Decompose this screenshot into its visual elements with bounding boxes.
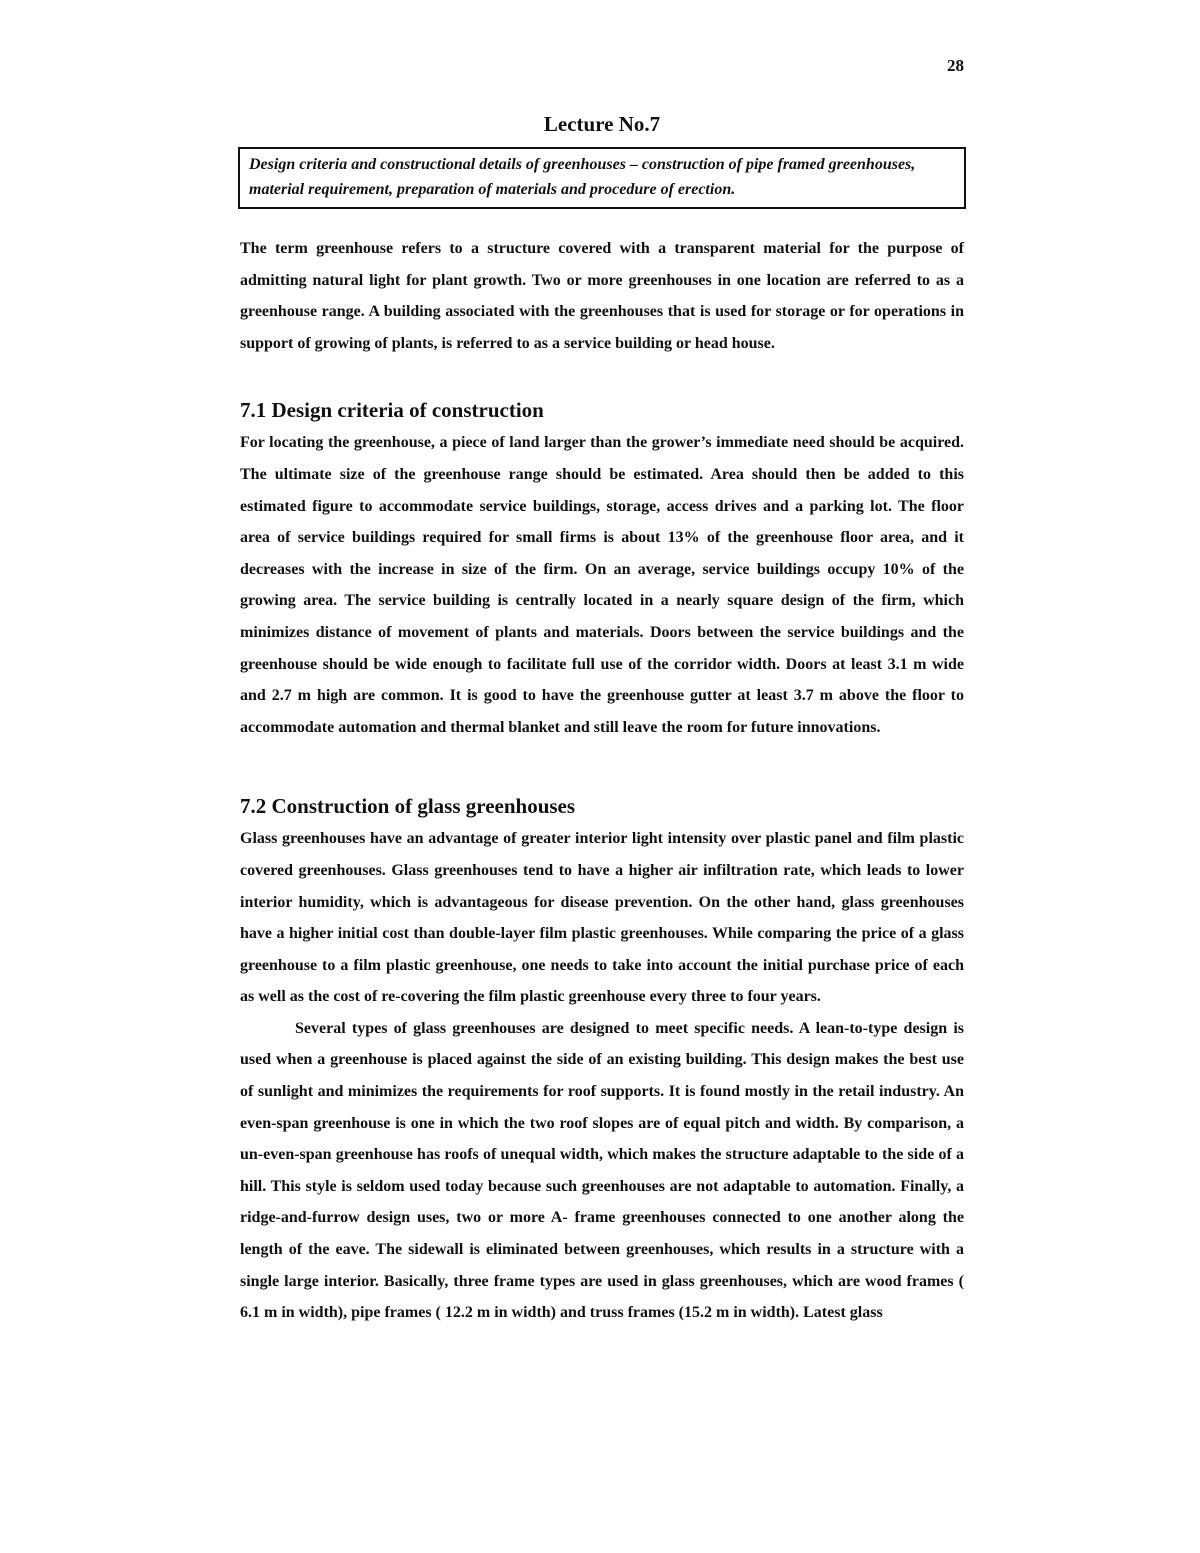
intro-paragraph: The term greenhouse refers to a structure covered with a transparent material for the purpose of admitting natural light for plant growth. Two or more greenhouses in one location are referred to as a greenhouse range. A building associated with the greenhouses that is used for storage or for operations in support of growing of plants, is referred to as a service building or head house.	[240, 240, 964, 352]
glass-greenhouses-paragraph-1: Glass greenhouses have an advantage of greater interior light intensity over plastic panel and film plastic covered greenhouses. Glass greenhouses tend to have a higher air infiltration rate, which leads to lower interior humidity, which is advantageous for disease prevention. On the other hand, glass greenhouses have a higher initial cost than double-layer film plastic greenhouses. While comparing the price of a glass greenhouse to a film plastic greenhouse, one needs to take into account the initial purchase price of each as well as the cost of re-covering the film plastic greenhouse every three to four years.	[240, 830, 964, 1006]
design-criteria-paragraph: For locating the greenhouse, a piece of land larger than the grower’s immediate need should be acquired. The ultimate size of the greenhouse range should be estimated. Area should then be added to this estimated figure to accommodate service buildings, storage, access drives and a parking lot. The floor area of service buildings required for small firms is about 13% of the greenhouse floor area, and it decreases with the increase in size of the firm. On an average, service buildings occupy 10% of the growing area. The service building is centrally located in a nearly square design of the firm, which minimizes distance of movement of plants and materials. Doors between the service buildings and the greenhouse should be wide enough to facilitate full use of the corridor width. Doors at least 3.1 m wide and 2.7 m high are common. It is good to have the greenhouse gutter at least 3.7 m above the floor to accommodate automation and thermal blanket and still leave the room for future innovations.	[240, 434, 964, 736]
page-number: 28	[947, 56, 964, 75]
section-heading-glass-greenhouses: 7.2 Construction of glass greenhouses	[240, 794, 576, 819]
document-body	[240, 233, 964, 1329]
topic-box: Design criteria and constructional details of greenhouses – construction of pipe framed greenhouses, material requirement, preparation of materials and procedure of erection.	[238, 147, 966, 209]
lecture-title: Lecture No.7	[543, 112, 661, 136]
section-heading-design-criteria: 7.1 Design criteria of construction	[240, 398, 544, 423]
glass-greenhouses-paragraph-2: Several types of glass greenhouses are designed to meet specific needs. A lean-to-type design is used when a greenhouse is placed against the side of an existing building. This design makes the best use of sunlight and minimizes the requirements for roof supports. It is found mostly in the retail industry. An even-span greenhouse is one in which the two roof slopes are of equal pitch and width. By comparison, a un-even-span greenhouse has roofs of unequal width, which makes the structure adaptable to the side of a hill. This style is seldom used today because such greenhouses are not adaptable to automation. Finally, a ridge-and-furrow design uses, two or more A- frame greenhouses connected to one another along the length of the eave. The sidewall is eliminated between greenhouses, which results in a structure with a single large interior. Basically, three frame types are used in glass greenhouses, which are wood frames ( 6.1 m in width), pipe frames ( 12.2 m in width) and truss frames (15.2 m in width). Latest glass	[240, 1019, 964, 1322]
